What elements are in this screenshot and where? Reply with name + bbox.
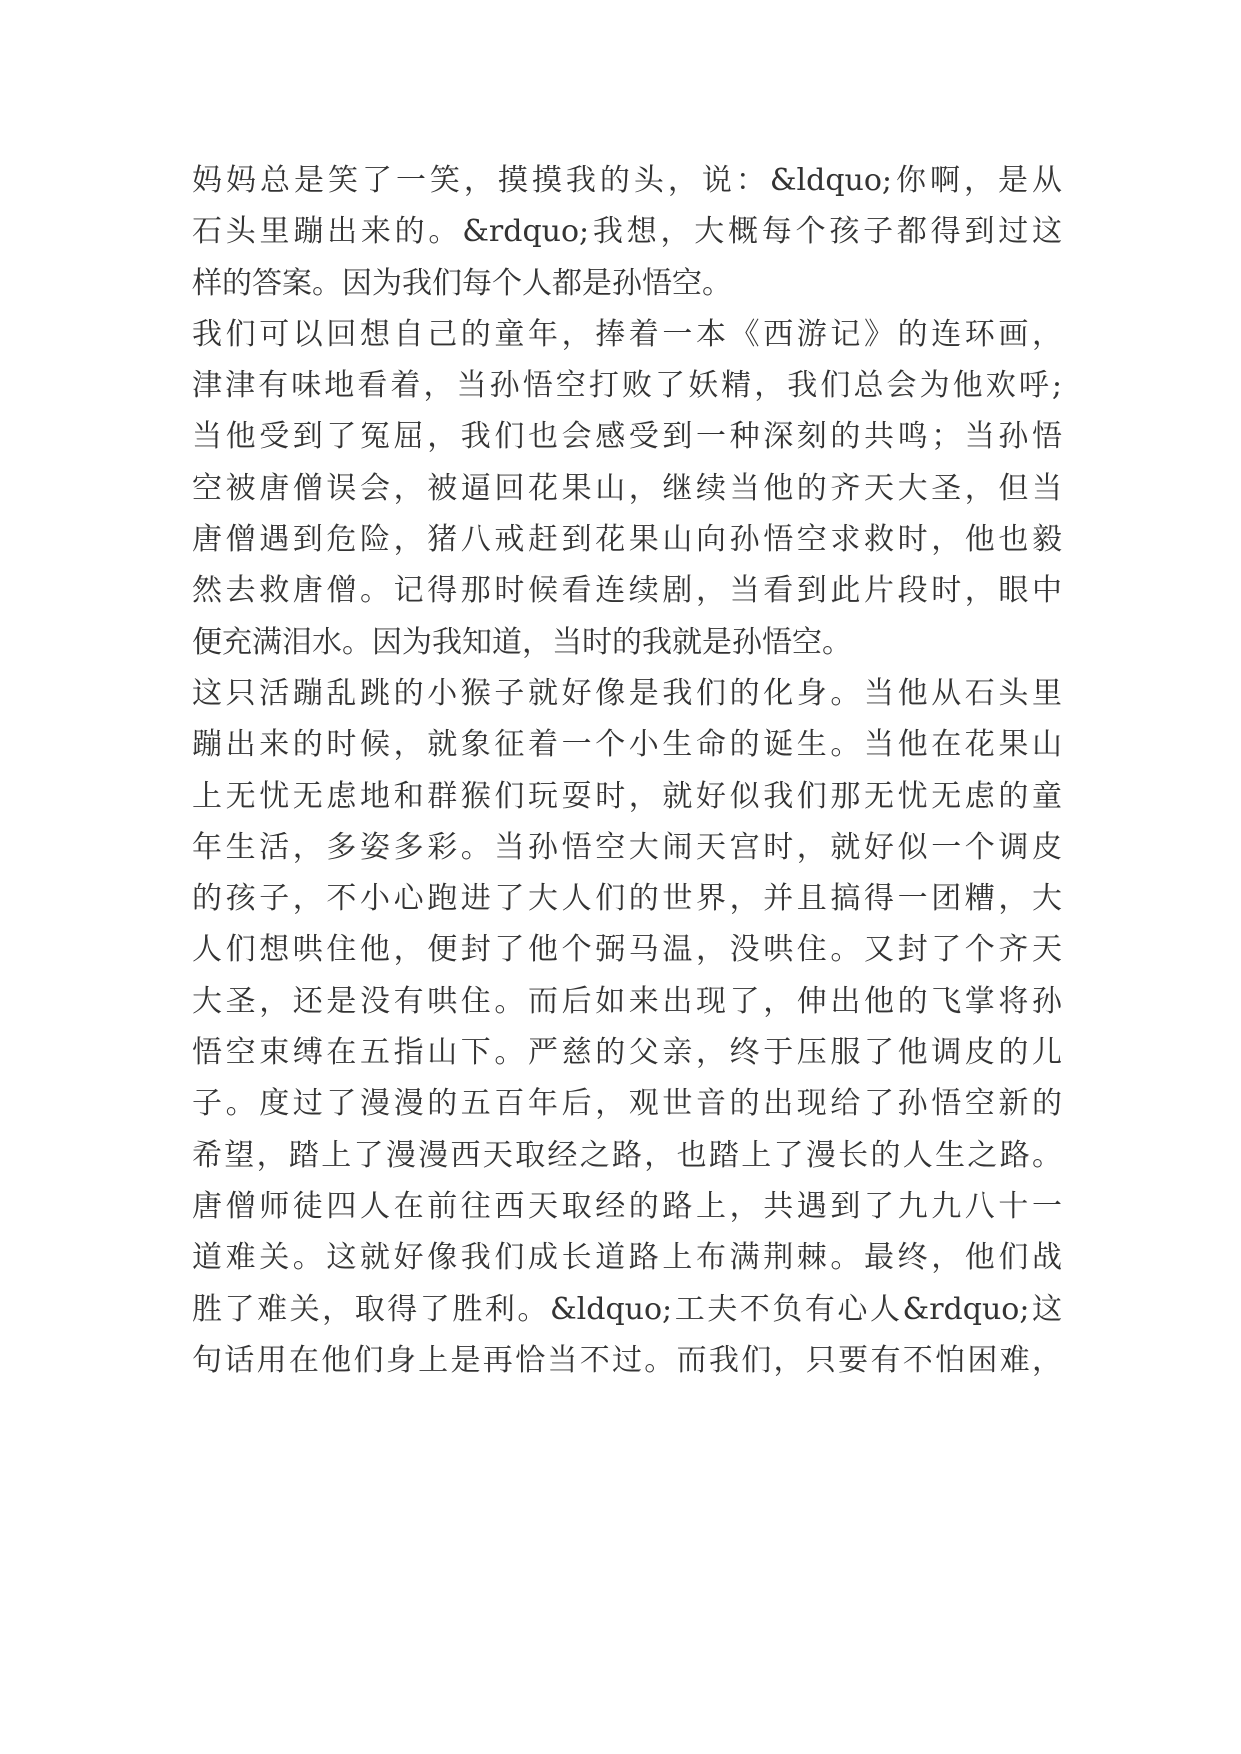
- text-line: 人们想哄住他，便封了他个弼马温，没哄住。又封了个齐天: [192, 932, 1062, 968]
- text-line: 然去救唐僧。记得那时候看连续剧，当看到此片段时，眼中: [192, 573, 1062, 609]
- text-line: 津津有味地看着，当孙悟空打败了妖精，我们总会为他欢呼;: [192, 368, 1062, 404]
- text-line: 空被唐僧误会，被逼回花果山，继续当他的齐天大圣，但当: [192, 470, 1062, 506]
- text-line: 悟空束缚在五指山下。严慈的父亲，终于压服了他调皮的儿: [192, 1035, 1062, 1071]
- text-line: 我们可以回想自己的童年，捧着一本《西游记》的连环画，: [192, 316, 1062, 352]
- text-line: 大圣，还是没有哄住。而后如来出现了，伸出他的飞掌将孙: [192, 983, 1062, 1019]
- text-line: 这只活蹦乱跳的小猴子就好像是我们的化身。当他从石头里: [192, 675, 1062, 711]
- text-line: 的孩子，不小心跑进了大人们的世界，并且搞得一团糟，大: [192, 881, 1062, 917]
- text-line: 当他受到了冤屈，我们也会感受到一种深刻的共鸣；当孙悟: [192, 419, 1062, 455]
- text-line: 唐僧师徒四人在前往西天取经的路上，共遇到了九九八十一: [192, 1188, 1062, 1224]
- text-line: 道难关。这就好像我们成长道路上布满荆棘。最终，他们战: [192, 1240, 1062, 1276]
- text-line: 胜了难关，取得了胜利。&ldquo;工夫不负有心人&rdquo;这: [192, 1291, 1062, 1327]
- text-line: 子。度过了漫漫的五百年后，观世音的出现给了孙悟空新的: [192, 1086, 1062, 1122]
- text-line: 句话用在他们身上是再恰当不过。而我们，只要有不怕困难，: [192, 1342, 1062, 1378]
- text-line: 蹦出来的时候，就象征着一个小生命的诞生。当他在花果山: [192, 727, 1062, 763]
- text-line: 样的答案。因为我们每个人都是孙悟空。: [192, 265, 732, 301]
- text-line: 年生活，多姿多彩。当孙悟空大闹天宫时，就好似一个调皮: [192, 829, 1062, 865]
- text-line: 唐僧遇到危险，猪八戒赶到花果山向孙悟空求救时，他也毅: [192, 522, 1062, 558]
- text-line: 上无忧无虑地和群猴们玩耍时，就好似我们那无忧无虑的童: [192, 778, 1062, 814]
- text-line: 希望，踏上了漫漫西天取经之路，也踏上了漫长的人生之路。: [192, 1137, 1062, 1173]
- text-line: 便充满泪水。因为我知道，当时的我就是孙悟空。: [192, 624, 852, 660]
- text-line: 妈妈总是笑了一笑，摸摸我的头，说：&ldquo;你啊，是从: [192, 163, 1062, 198]
- text-line: 石头里蹦出来的。&rdquo;我想，大概每个孩子都得到过这: [192, 214, 1062, 250]
- body-text: [192, 155, 1062, 1386]
